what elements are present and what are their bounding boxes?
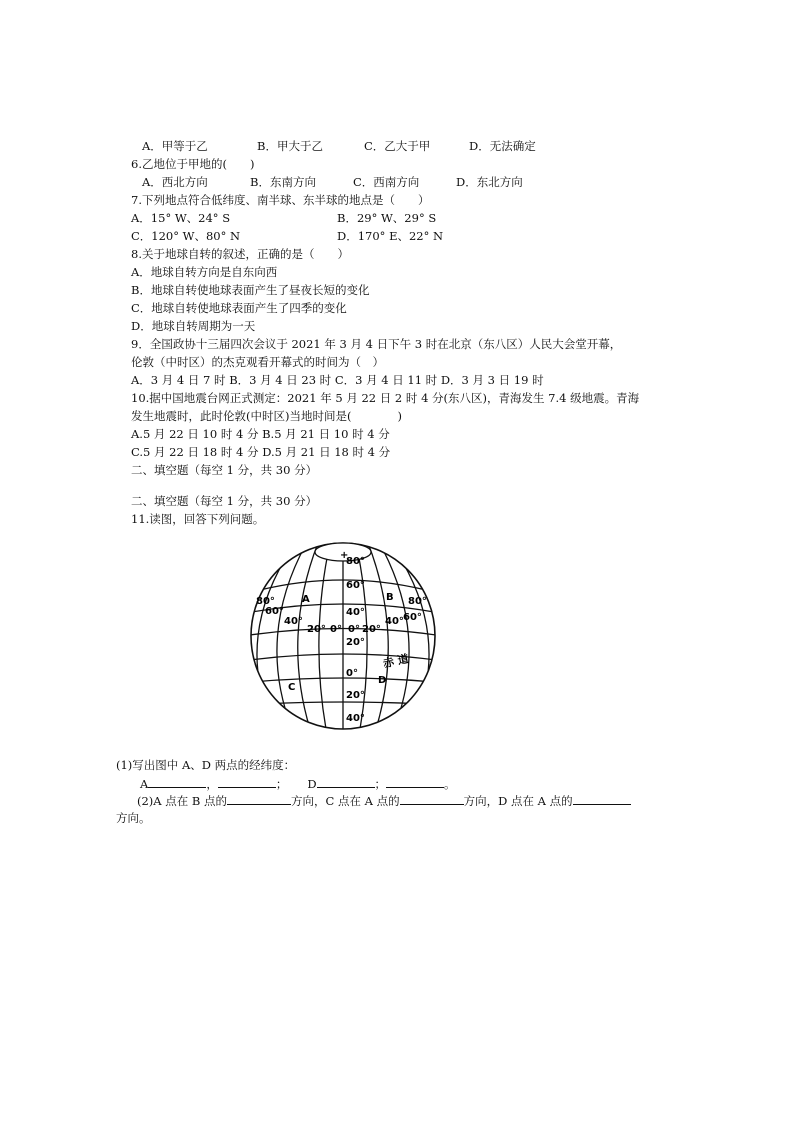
q10-stem-line2: 发生地震时，此时伦敦(中时区)当地时间是( ) — [131, 409, 402, 423]
q6-option-c: C．西南方向 — [353, 175, 420, 189]
blank-a-from-b[interactable] — [227, 793, 291, 805]
lat-label-60: 60° — [346, 580, 365, 591]
lon-label-right-60: 60° — [403, 612, 422, 623]
globe-figure — [240, 540, 440, 735]
q7-option-b: B．29° W、29° S — [337, 211, 437, 225]
q8-stem: 8.关于地球自转的叙述，正确的是（ ） — [131, 247, 349, 261]
lon-label-right-40: 40° — [385, 616, 404, 627]
q7-stem: 7.下列地点符合低纬度、南半球、东半球的地点是（ ） — [131, 193, 430, 207]
q11-sub1-semi1: ； — [275, 777, 288, 791]
pole-marker: + — [340, 550, 349, 561]
lat-label-20s: 20° — [346, 690, 365, 701]
q5-option-c: C．乙大于甲 — [364, 139, 431, 153]
lat-label-0: 0° — [346, 668, 358, 679]
lat-label-40s: 40° — [346, 713, 365, 724]
blank-d-from-a[interactable] — [573, 793, 631, 805]
q10-options-line2: C.5 月 22 日 18 时 4 分 D.5 月 21 日 18 时 4 分 — [131, 445, 391, 459]
point-c-label: C — [288, 682, 296, 693]
blank-d-longitude[interactable] — [317, 776, 375, 788]
q5-option-a: A．甲等于乙 — [142, 139, 208, 153]
q8-option-c: C．地球自转使地球表面产生了四季的变化 — [131, 301, 347, 315]
q11-sub2-line — [137, 793, 631, 808]
q6-option-d: D．东北方向 — [456, 175, 523, 189]
lon-label-left-40: 40° — [284, 616, 303, 627]
q9-stem-line2: 伦敦（中时区）的杰克观看开幕式的时间为（ ） — [131, 355, 384, 369]
lon-label-zero-left: 0° — [330, 624, 342, 635]
point-a-label: A — [302, 594, 310, 605]
q6-option-a: A．西北方向 — [142, 175, 208, 189]
q8-option-a: A．地球自转方向是自东向西 — [131, 265, 278, 279]
lon-label-left-80: 80° — [256, 596, 275, 607]
lon-label-left-20: 20° — [307, 624, 326, 635]
lon-label-right-20: 20° — [362, 624, 381, 635]
blank-c-from-a[interactable] — [400, 793, 464, 805]
lat-label-40n: 40° — [346, 607, 365, 618]
blank-d-latitude[interactable] — [386, 776, 444, 788]
q11-sub1-d: D — [307, 777, 317, 791]
q11-sub2-part3: 方向，D 点在 A 点的 — [463, 794, 573, 808]
q9-options: A．3 月 4 日 7 时 B．3 月 4 日 23 时 C．3 月 4 日 11 时 D．3 月 3 日 19 时 — [131, 373, 544, 387]
blank-a-latitude[interactable] — [218, 776, 276, 788]
q11-sub1-comma: ， — [206, 777, 218, 791]
q11-sub2-part1: (2)A 点在 B 点的 — [137, 794, 228, 808]
q11-sub1-text: (1)写出图中 A、D 两点的经纬度： — [116, 758, 296, 772]
q7-option-d: D．170° E、22° N — [337, 229, 444, 243]
q5-option-d: D．无法确定 — [469, 139, 536, 153]
q7-option-a: A．15° W、24° S — [131, 211, 231, 225]
blank-a-longitude[interactable] — [148, 776, 206, 788]
q9-stem-line1: 9．全国政协十三届四次会议于 2021 年 3 月 4 日下午 3 时在北京（东八区）人民大会堂开幕， — [131, 337, 622, 351]
q11-stem: 11.读图，回答下列问题。 — [131, 512, 265, 526]
q6-stem: 6.乙地位于甲地的( ) — [131, 157, 255, 171]
lon-label-right-80: 80° — [408, 596, 427, 607]
point-b-label: B — [386, 592, 394, 603]
lon-label-left-60: 60° — [265, 606, 284, 617]
q11-sub1-answer-line — [140, 776, 456, 791]
q7-option-c: C．120° W、80° N — [131, 229, 241, 243]
equator-label: 赤 道 — [381, 652, 410, 671]
q8-option-d: D．地球自转周期为一天 — [131, 319, 256, 333]
q6-option-b: B．东南方向 — [250, 175, 316, 189]
lat-label-20n: 20° — [346, 637, 365, 648]
q11-sub1-semi2: ； — [374, 777, 387, 791]
q11-sub1-end: 。 — [444, 777, 456, 791]
q10-options-line1: A.5 月 22 日 10 时 4 分 B.5 月 21 日 10 时 4 分 — [131, 427, 390, 441]
q10-stem-line1: 10.据中国地震台网正式测定：2021 年 5 月 22 日 2 时 4 分(东八区)，青海发生 7.4 级地震。青海 — [131, 391, 640, 405]
q11-sub2-part2: 方向，C 点在 A 点的 — [291, 794, 400, 808]
section2-heading-first: 二、填空题（每空 1 分，共 30 分） — [131, 463, 318, 477]
q11-sub1-a: A — [140, 777, 149, 791]
lon-label-zero-right: 0° — [348, 624, 360, 635]
lat-label-80: 80° — [346, 556, 365, 567]
q5-option-b: B．甲大于乙 — [257, 139, 323, 153]
q11-sub2-end: 方向。 — [116, 811, 151, 825]
section2-heading-second: 二、填空题（每空 1 分，共 30 分） — [131, 494, 318, 508]
q8-option-b: B．地球自转使地球表面产生了昼夜长短的变化 — [131, 283, 370, 297]
point-d-label: D — [378, 675, 387, 686]
